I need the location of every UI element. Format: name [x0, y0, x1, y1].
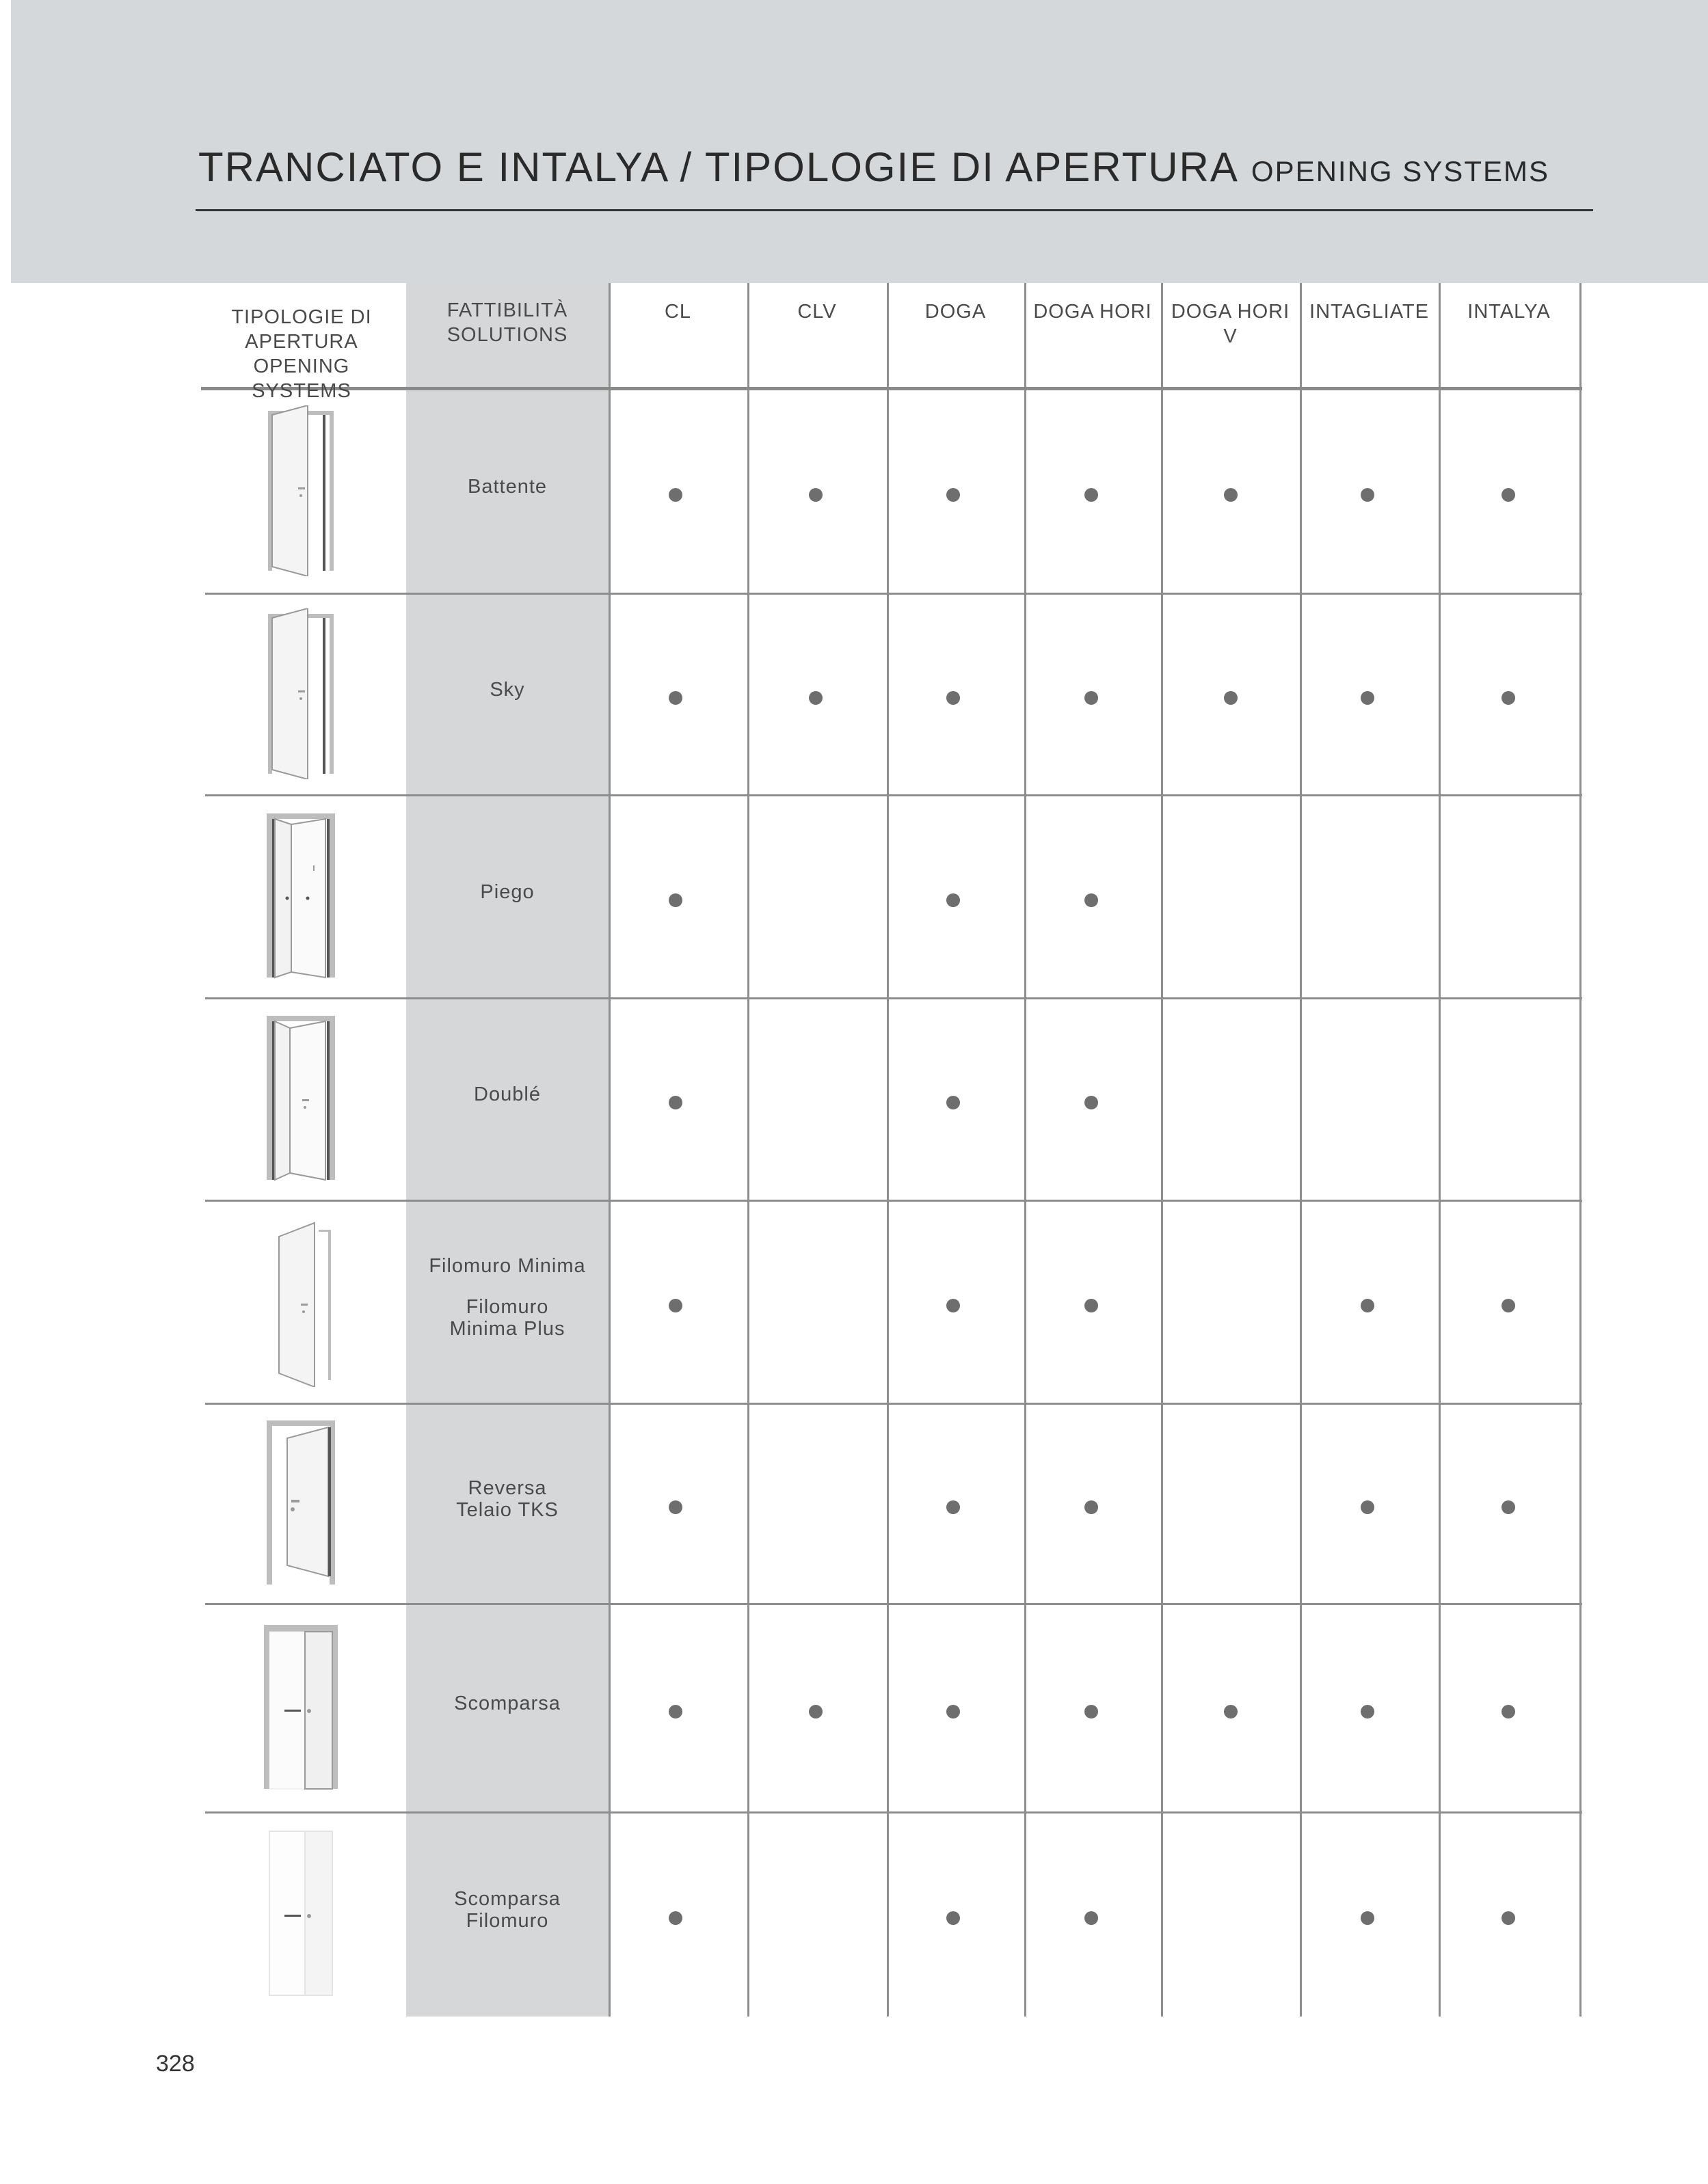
header-band — [11, 0, 1708, 283]
availability-dot — [1361, 488, 1374, 502]
column-divider — [1300, 283, 1302, 2017]
header-opening-systems-line: OPENING SYSTEMS — [252, 355, 351, 402]
double-folding-door-icon — [260, 1013, 342, 1184]
sky-door-icon — [260, 608, 342, 779]
availability-dot — [669, 1705, 682, 1718]
availability-dot — [669, 1299, 682, 1312]
row-label-line: Battente — [467, 476, 548, 498]
availability-dot — [1224, 488, 1238, 502]
availability-dot — [1084, 1705, 1098, 1718]
row-label — [406, 881, 609, 903]
header-model — [1161, 299, 1300, 349]
availability-dot — [1224, 691, 1238, 705]
row-divider — [205, 794, 1582, 796]
availability-dot — [1502, 691, 1515, 705]
column-divider — [747, 283, 749, 2017]
availability-dot — [1361, 1911, 1374, 1925]
availability-dot — [1224, 1705, 1238, 1718]
availability-dot — [1361, 1299, 1374, 1312]
availability-dot — [946, 1096, 960, 1109]
header-model — [609, 299, 747, 324]
availability-dot — [1502, 1500, 1515, 1514]
availability-dot — [946, 488, 960, 502]
availability-dot — [1502, 1911, 1515, 1925]
availability-dot — [1084, 691, 1098, 705]
availability-dot — [1361, 1705, 1374, 1718]
row-divider — [205, 1403, 1582, 1405]
header-model — [1300, 299, 1439, 324]
row-label — [406, 1477, 609, 1521]
flush-pocket-door-icon — [260, 1829, 342, 1999]
row-divider — [205, 997, 1582, 999]
row-label-line: Telaio TKS — [456, 1498, 559, 1521]
availability-dot — [1502, 1299, 1515, 1312]
header-model-label: CLV — [797, 301, 837, 323]
availability-dot — [946, 691, 960, 705]
reversa-door-icon — [260, 1418, 342, 1589]
header-opening-systems — [202, 305, 401, 403]
availability-dot — [669, 488, 682, 502]
availability-dot — [1084, 488, 1098, 502]
header-opening-systems-line: APERTURA — [245, 331, 358, 353]
row-label-line: Sky — [490, 678, 525, 701]
flush-door-icon — [260, 1216, 342, 1387]
header-solutions-line: SOLUTIONS — [446, 324, 568, 346]
column-divider — [609, 283, 611, 2017]
page-title-sub: OPENING SYSTEMS — [1251, 155, 1549, 187]
row-label — [406, 1255, 609, 1340]
row-divider — [205, 1603, 1582, 1605]
availability-dot — [1084, 1911, 1098, 1925]
header-model — [1439, 299, 1579, 324]
availability-dot — [1502, 488, 1515, 502]
column-divider — [1579, 283, 1582, 2017]
header-model-label: DOGA — [924, 301, 987, 323]
header-model — [747, 299, 887, 324]
column-divider — [1439, 283, 1441, 2017]
page-title — [198, 144, 1549, 191]
availability-dot — [1084, 1500, 1098, 1514]
header-model-label: DOGA HORI — [1171, 301, 1290, 323]
availability-dot — [1361, 1500, 1374, 1514]
page-number: 328 — [156, 2051, 195, 2077]
availability-dot — [946, 1500, 960, 1514]
row-divider — [205, 1811, 1582, 1814]
header-model-label: CL — [664, 301, 692, 323]
column-divider — [1161, 283, 1163, 2017]
availability-dot — [946, 893, 960, 907]
column-divider — [887, 283, 889, 2017]
row-label-line: Minima Plus — [449, 1317, 565, 1340]
header-model-label: DOGA HORI — [1033, 301, 1152, 323]
row-label — [406, 679, 609, 701]
availability-dot — [946, 1705, 960, 1718]
row-label — [406, 476, 609, 498]
row-label-line: Filomuro — [466, 1295, 549, 1318]
row-label-line: Reversa — [468, 1477, 547, 1499]
row-label — [406, 1083, 609, 1105]
availability-dot — [946, 1911, 960, 1925]
header-solutions — [406, 298, 609, 347]
row-label — [406, 1888, 609, 1932]
availability-dot — [669, 691, 682, 705]
row-label-line: Scomparsa — [454, 1888, 561, 1910]
availability-dot — [809, 1705, 823, 1718]
pocket-door-icon — [260, 1622, 342, 1793]
row-label-line: Filomuro Minima — [429, 1254, 586, 1277]
row-label-line: Filomuro — [466, 1910, 549, 1932]
row-divider — [205, 1200, 1582, 1202]
header-opening-systems-line: TIPOLOGIE DI — [231, 306, 372, 328]
availability-dot — [1502, 1705, 1515, 1718]
availability-dot — [1084, 893, 1098, 907]
header-model-label: INTAGLIATE — [1309, 301, 1429, 323]
row-label-line: Doublé — [474, 1083, 541, 1105]
solutions-column-background — [406, 283, 609, 2017]
row-divider — [205, 593, 1582, 595]
title-rule — [196, 209, 1593, 211]
folding-door-icon — [260, 811, 342, 982]
availability-dot — [1084, 1299, 1098, 1312]
availability-dot — [669, 893, 682, 907]
header-model — [887, 299, 1024, 324]
availability-dot — [946, 1299, 960, 1312]
row-label-line — [406, 1277, 609, 1296]
header-model-label: V — [1223, 325, 1238, 347]
row-label-line: Piego — [480, 880, 535, 903]
availability-dot — [669, 1096, 682, 1109]
header-model-label: INTALYA — [1467, 301, 1551, 323]
page-title-main: TRANCIATO E INTALYA / TIPOLOGIE DI APERTURA — [198, 144, 1239, 190]
availability-dot — [809, 488, 823, 502]
availability-dot — [1361, 691, 1374, 705]
header-rule — [201, 387, 1582, 390]
availability-dot — [669, 1500, 682, 1514]
header-model — [1024, 299, 1161, 324]
availability-dot — [669, 1911, 682, 1925]
availability-dot — [1084, 1096, 1098, 1109]
availability-dot — [809, 691, 823, 705]
row-label — [406, 1693, 609, 1714]
row-label-line: Scomparsa — [454, 1692, 561, 1714]
column-divider — [1024, 283, 1026, 2017]
swing-door-icon — [260, 405, 342, 576]
header-solutions-line: FATTIBILITÀ — [446, 299, 568, 321]
